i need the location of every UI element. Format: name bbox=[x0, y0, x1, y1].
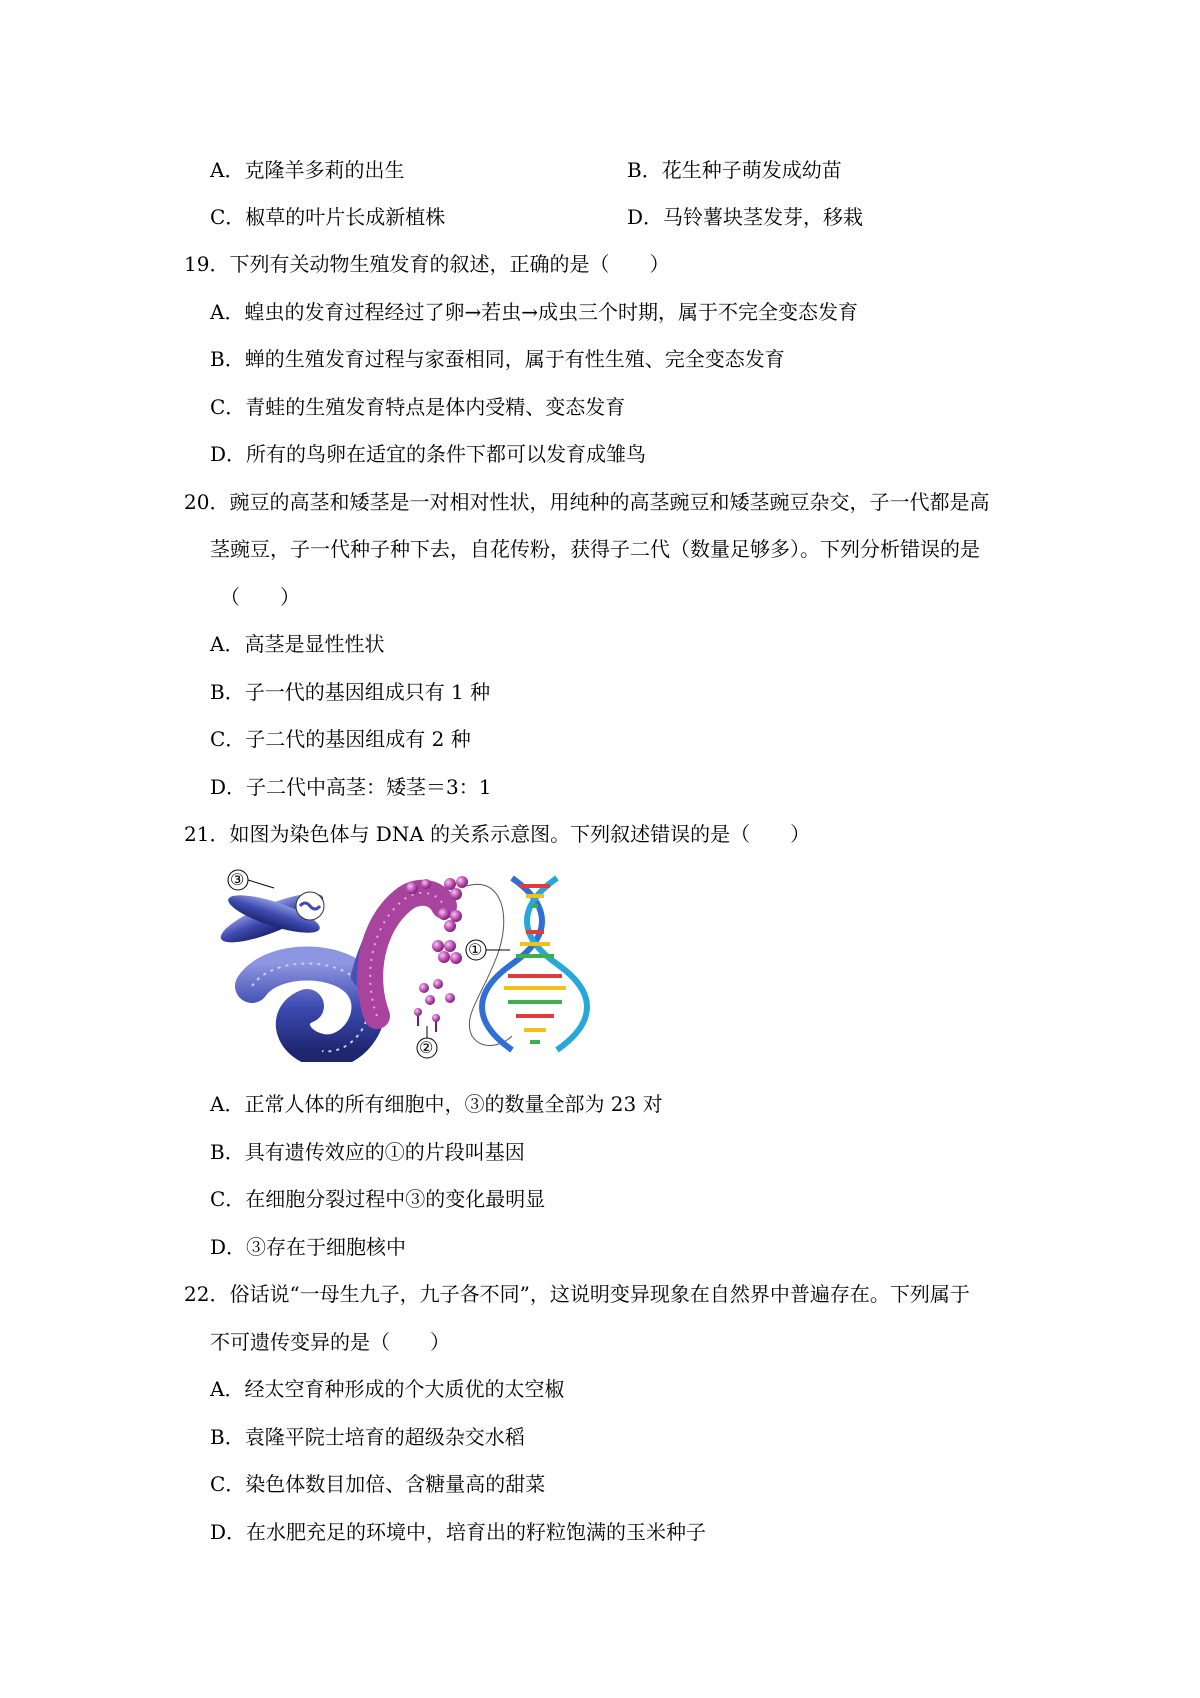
q22-stem-line2: 不可遗传变异的是（ ） bbox=[210, 1330, 450, 1354]
q21-option-b: B．具有遗传效应的①的片段叫基因 bbox=[210, 1140, 525, 1164]
q19-option-a: A．蝗虫的发育过程经过了卵→若虫→成虫三个时期，属于不完全变态发育 bbox=[210, 300, 858, 324]
q19-option-c: C．青蛙的生殖发育特点是体内受精、变态发育 bbox=[210, 395, 626, 419]
q22-option-c: C．染色体数目加倍、含糖量高的甜菜 bbox=[210, 1472, 546, 1496]
q22-option-a: A．经太空育种形成的个大质优的太空椒 bbox=[210, 1377, 565, 1401]
q19-option-d: D．所有的鸟卵在适宜的条件下都可以发育成雏鸟 bbox=[210, 442, 647, 466]
q20-option-c: C．子二代的基因组成有 2 种 bbox=[210, 727, 471, 751]
q21-option-c: C．在细胞分裂过程中③的变化最明显 bbox=[210, 1187, 546, 1211]
q20-option-a: A．高茎是显性性状 bbox=[210, 632, 385, 656]
chromosome-shape bbox=[216, 884, 328, 951]
figure-label-2: ② bbox=[419, 1038, 434, 1057]
q20-stem-line2: 茎豌豆，子一代种子种下去，自花传粉，获得子二代（数量足够多）。下列分析错误的是 bbox=[210, 537, 980, 561]
q20-option-b: B．子一代的基因组成只有 1 种 bbox=[210, 680, 491, 704]
q20-stem-line1: 20．豌豆的高茎和矮茎是一对相对性状，用纯种的高茎豌豆和矮茎豌豆杂交，子一代都是高 bbox=[184, 490, 990, 514]
q19-option-b: B．蝉的生殖发育过程与家蚕相同，属于有性生殖、完全变态发育 bbox=[210, 347, 785, 371]
q22-option-d: D．在水肥充足的环境中，培育出的籽粒饱满的玉米种子 bbox=[210, 1520, 707, 1544]
chromosome-dna-diagram bbox=[212, 866, 616, 1062]
figure-label-1: ① bbox=[468, 940, 483, 959]
figure-label-3: ③ bbox=[230, 870, 245, 889]
dna-double-helix bbox=[482, 878, 587, 1050]
q18-option-c: C．椒草的叶片长成新植株 bbox=[210, 205, 446, 229]
q19-stem: 19．下列有关动物生殖发育的叙述，正确的是（ ） bbox=[184, 252, 670, 276]
q21-option-d: D．③存在于细胞核中 bbox=[210, 1235, 407, 1259]
q21-stem: 21．如图为染色体与 DNA 的关系示意图。下列叙述错误的是（ ） bbox=[184, 822, 811, 846]
q21-option-a: A．正常人体的所有细胞中，③的数量全部为 23 对 bbox=[210, 1092, 663, 1116]
q20-answer-bracket: （ ） bbox=[220, 585, 300, 609]
q18-option-d: D．马铃薯块茎发芽，移栽 bbox=[627, 205, 864, 229]
q20-option-d: D．子二代中高茎：矮茎＝3：1 bbox=[210, 775, 492, 799]
q22-option-b: B．袁隆平院士培育的超级杂交水稻 bbox=[210, 1425, 525, 1449]
q22-stem-line1: 22．俗话说“一母生九子，九子各不同”，这说明变异现象在自然界中普遍存在。下列属于 bbox=[184, 1282, 970, 1306]
q18-option-b: B．花生种子萌发成幼苗 bbox=[627, 158, 842, 182]
q18-option-a: A．克隆羊多莉的出生 bbox=[210, 158, 405, 182]
